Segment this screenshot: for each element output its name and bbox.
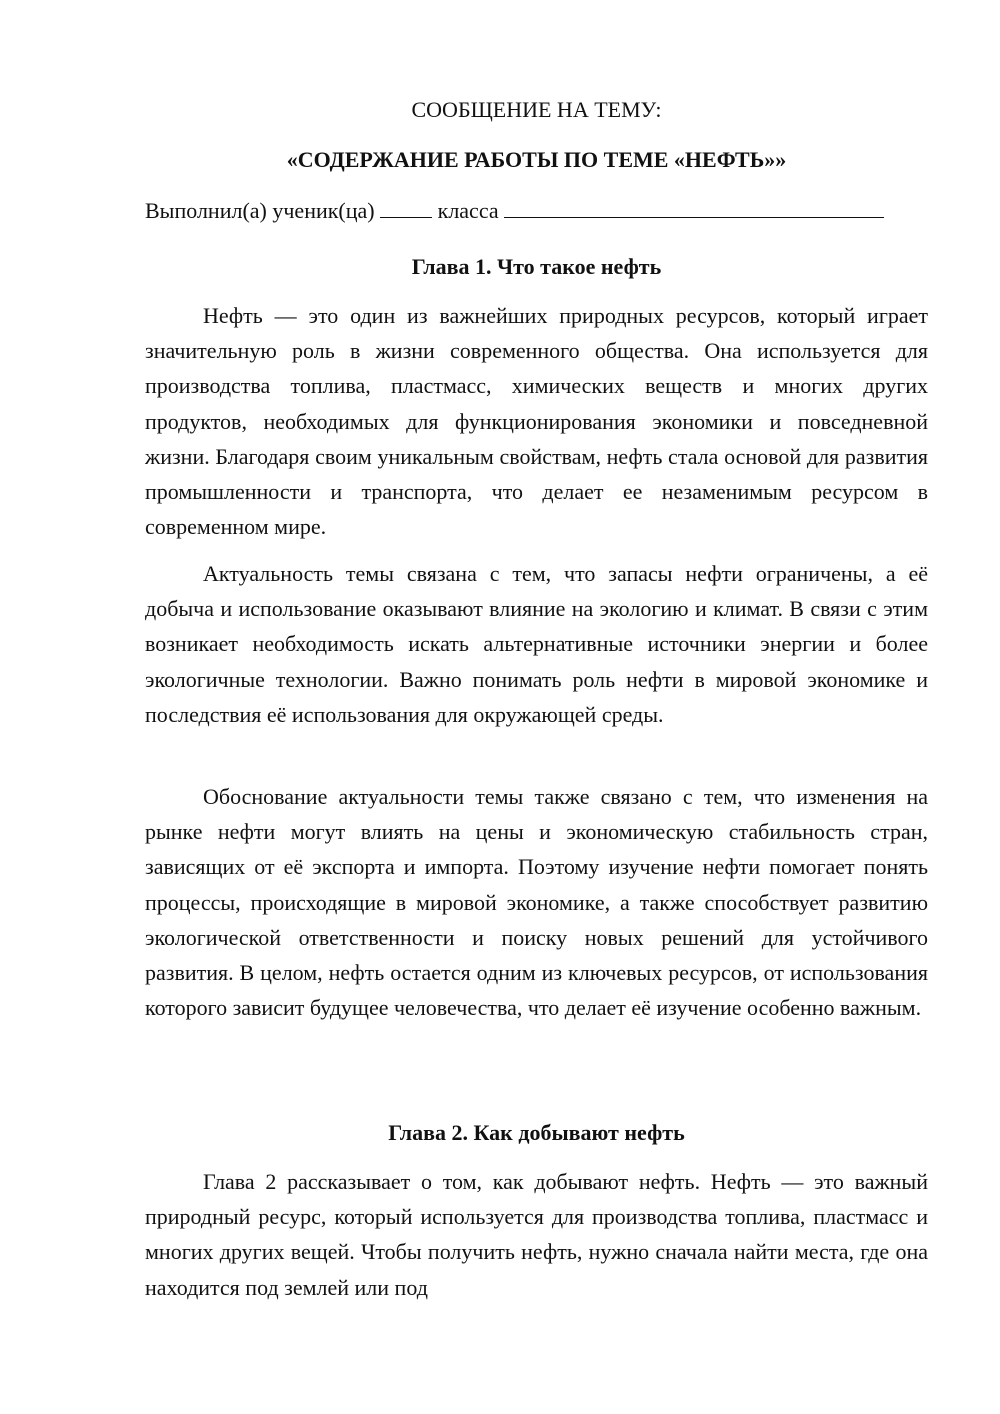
student-name-blank [504, 197, 884, 218]
performed-by-label: Выполнил(а) ученик(ца) [145, 198, 375, 223]
chapter-1-paragraph-2: Актуальность темы связана с тем, что запасы нефти ограничены, а её добыча и использование оказывают влияние на экологию и климат. В связи с этим возникает необходимость искать альтернативные источники энергии и более экологичные технологии. Важно понимать роль нефти в мировой экономике и последствия её использования для окружающей среды. [145, 561, 928, 727]
chapter-1-paragraph-3: Обоснование актуальности темы также связано с тем, что изменения на рынке нефти могут влиять на цены и экономическую стабильность стран, зависящих от её экспорта и импорта. Поэтому изучение нефти помогает понять процессы, происходящие в мировой экономике, а также способствует развитию экологической ответственности и поиску новых решений для устойчивого развития. В целом, нефть остается одним из ключевых ресурсов, от использования которого зависит будущее человечества, что делает её изучение особенно важным. [145, 784, 928, 1021]
class-label: класса [437, 198, 499, 223]
chapter-1-title: Глава 1. Что такое нефть [411, 254, 662, 279]
chapter-2-paragraph-1: Глава 2 рассказывает о том, как добывают нефть. Нефть — это важный природный ресурс, который используется для производства топлива, пластмасс и многих других вещей. Чтобы получить нефть, нужно сначала найти места, где она находится под землей или под [145, 1169, 928, 1300]
chapter-1-paragraph-1: Нефть — это один из важнейших природных ресурсов, который играет значительную роль в жизни современного общества. Она используется для производства топлива, пластмасс, химических веществ и многих других продуктов, необходимых для функционирования экономики и повседневной жизни. Благодаря своим уникальным свойствам, нефть стала основой для развития промышленности и транспорта, что делает ее незаменимым ресурсом в современном мире. [145, 303, 928, 540]
author-line [145, 196, 928, 226]
document-subject: СООБЩЕНИЕ НА ТЕМУ: [411, 97, 662, 122]
class-number-blank [380, 197, 432, 218]
document-title: «СОДЕРЖАНИЕ РАБОТЫ ПО ТЕМЕ «НЕФТЬ»» [286, 147, 787, 172]
chapter-2-title: Глава 2. Как добывают нефть [388, 1120, 685, 1145]
